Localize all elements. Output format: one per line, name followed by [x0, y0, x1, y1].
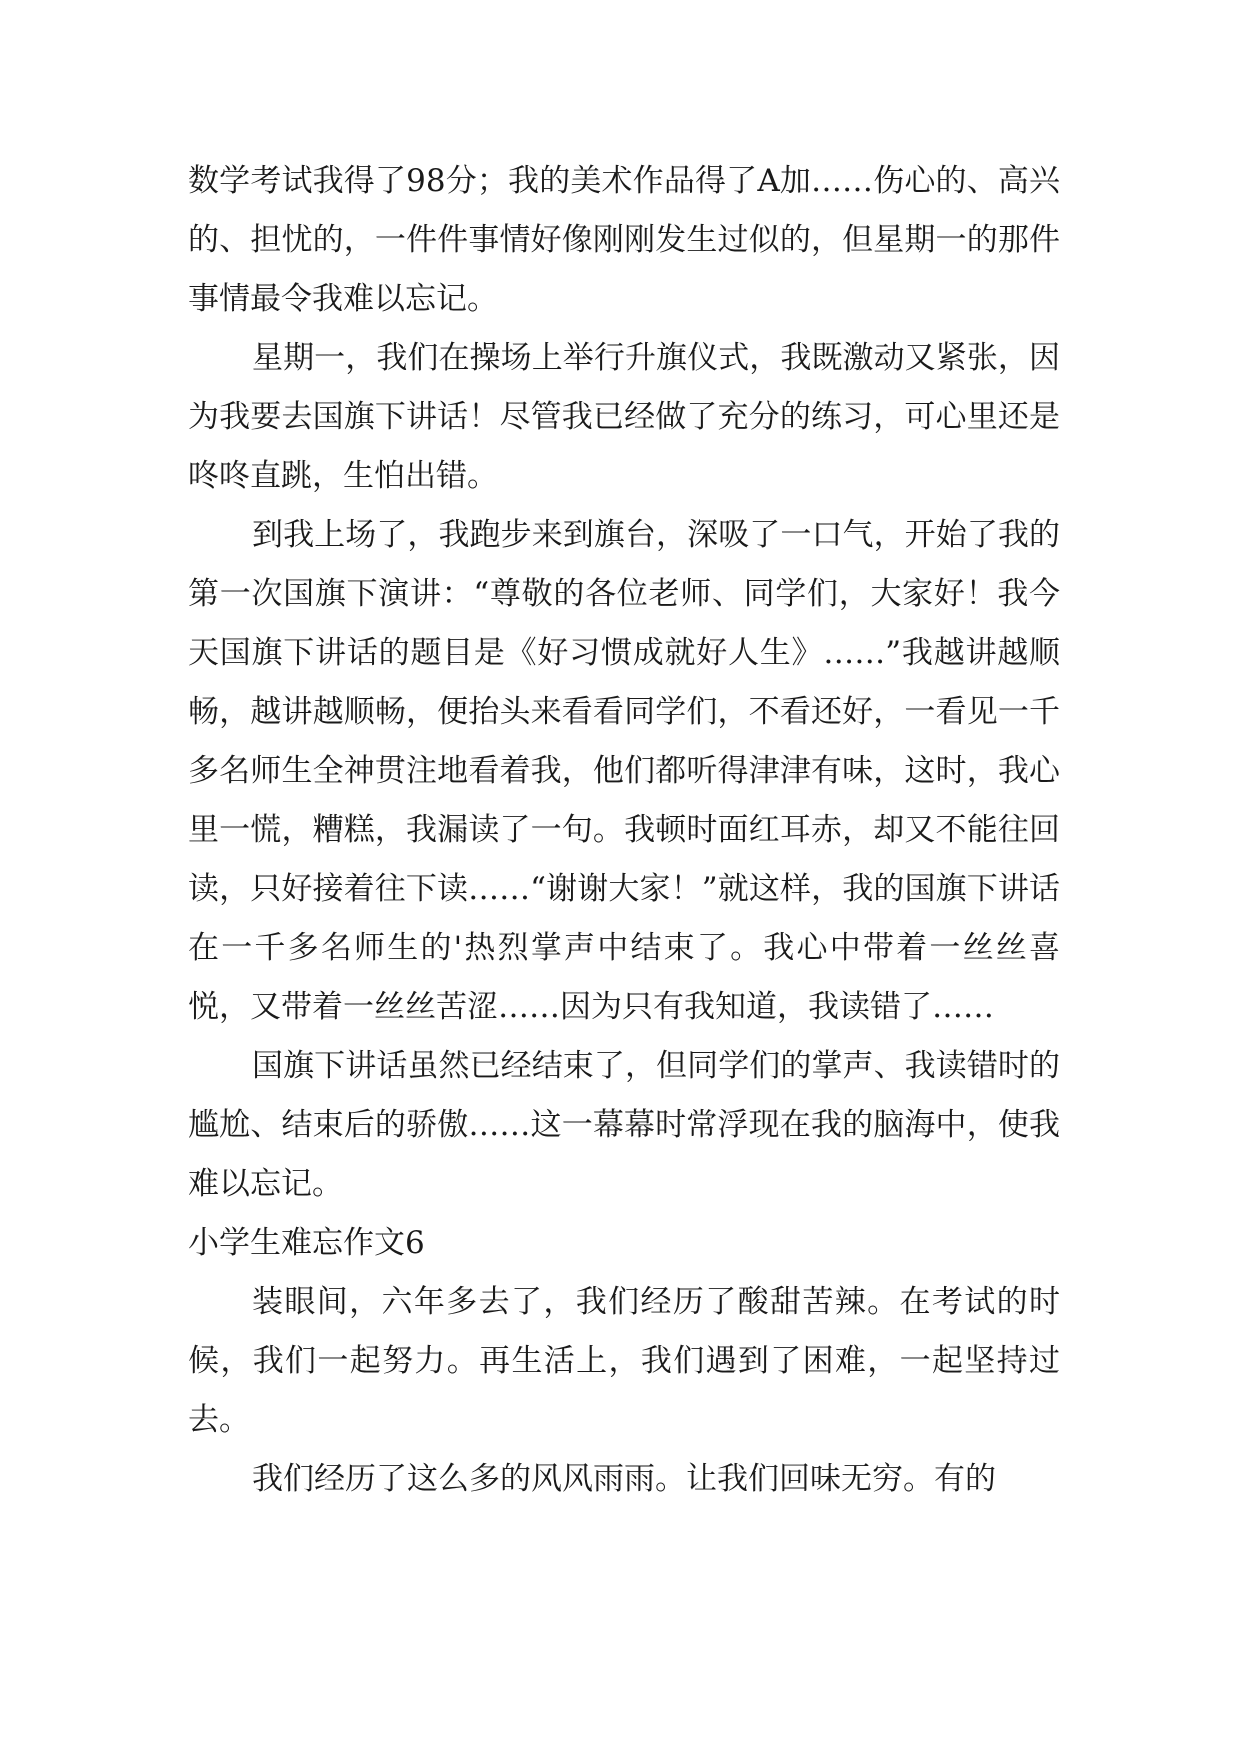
section-heading: 小学生难忘作文6	[188, 1225, 425, 1261]
paragraph-5: 装眼间，六年多去了，我们经历了酸甜苦辣。在考试的时候，我们一起努力。再生活上，我们遇到了困难，一起坚持过去。	[188, 1284, 1060, 1438]
document-body	[188, 152, 1060, 1509]
paragraph-4: 国旗下讲话虽然已经结束了，但同学们的掌声、我读错时的尴尬、结束后的骄傲……这一幕幕时常浮现在我的脑海中，使我难以忘记。	[188, 1048, 1060, 1202]
paragraph-2: 星期一，我们在操场上举行升旗仪式，我既激动又紧张，因为我要去国旗下讲话！尽管我已经做了充分的练习，可心里还是咚咚直跳，生怕出错。	[188, 340, 1060, 494]
paragraph-6: 我们经历了这么多的风风雨雨。让我们回味无穷。有的	[252, 1461, 996, 1497]
paragraph-1: 数学考试我得了98分；我的美术作品得了A加……伤心的、高兴的、担忧的，一件件事情好像刚刚发生过似的，但星期一的那件事情最令我难以忘记。	[188, 163, 1060, 317]
paragraph-3: 到我上场了，我跑步来到旗台，深吸了一口气，开始了我的第一次国旗下演讲：“尊敬的各位老师、同学们，大家好！我今天国旗下讲话的题目是《好习惯成就好人生》……”我越讲越顺畅，越讲越顺畅，便抬头来看看同学们，不看还好，一看见一千多名师生全神贯注地看着我，他们都听得津津有味，这时，我心里一慌，糟糕，我漏读了一句。我顿时面红耳赤，却又不能往回读，只好接着往下读……“谢谢大家！”就这样，我的国旗下讲话在一千多名师生的'热烈掌声中结束了。我心中带着一丝丝喜悦，又带着一丝丝苦涩……因为只有我知道，我读错了……	[188, 517, 1060, 1025]
